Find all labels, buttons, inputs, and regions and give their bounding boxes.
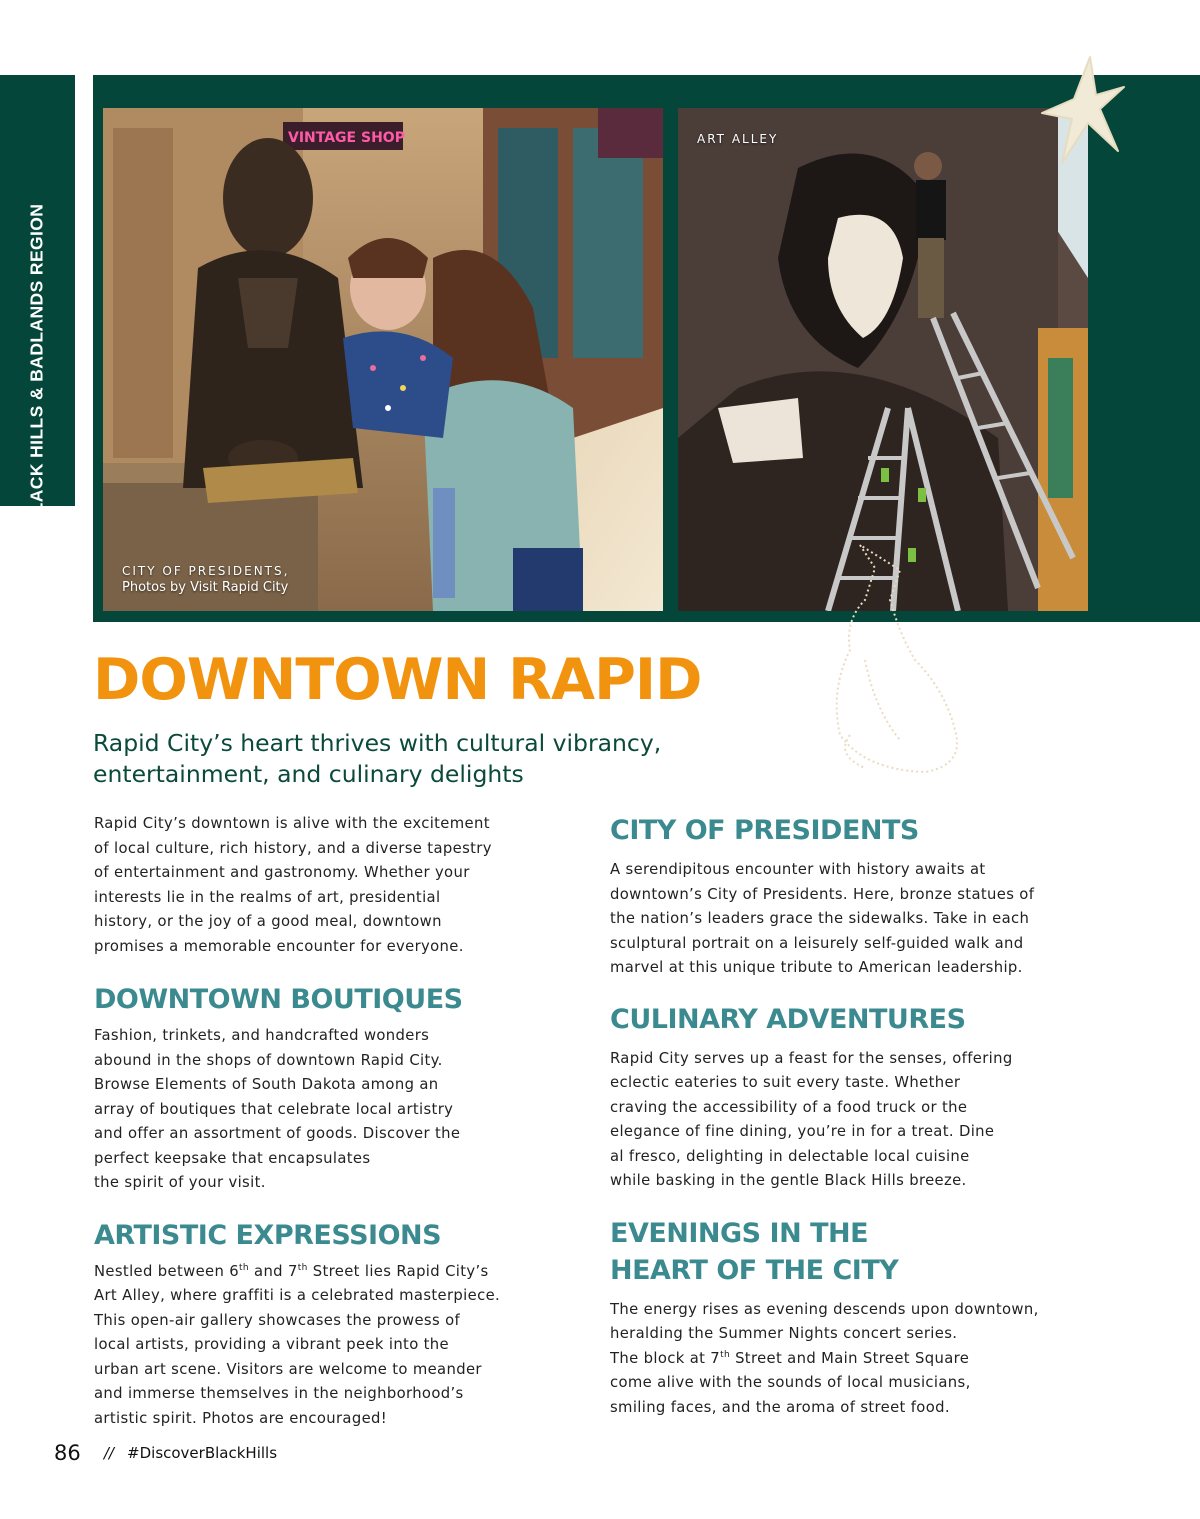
section-heading-presidents: CITY OF PRESIDENTS: [610, 815, 919, 846]
photo-credit-title: CITY OF PRESIDENTS,: [122, 564, 290, 578]
right-column: [610, 812, 1080, 1420]
howling-coyote-icon: [805, 540, 975, 780]
photo-credit-art-alley: ART ALLEY: [697, 132, 779, 146]
section-heading-evenings-line-2: HEART OF THE CITY: [610, 1254, 899, 1286]
page-number: 86: [54, 1441, 81, 1465]
footer-separator: //: [103, 1444, 114, 1462]
section-body-evenings: The energy rises as evening descends upon downtown, heralding the Summer Nights concert series. The block at 7th Street and Main Street Square come alive with the sounds of local musicians, smiling faces, and the aroma of street food.: [610, 1300, 1039, 1416]
left-column: [94, 812, 564, 1431]
section-heading-artistic: ARTISTIC EXPRESSIONS: [94, 1219, 442, 1251]
section-body-culinary: Rapid City serves up a feast for the senses, offering eclectic eateries to suit every taste. Whether craving the accessibility of a food truck or the elegance of fine dining, you’re in for a treat. Dine al fresco, delighting in delectable local cuisine while basking in the gentle Black Hills breeze.: [610, 1049, 1013, 1189]
photo-credit-source: Photos by Visit Rapid City: [122, 580, 289, 595]
intro-paragraph: Rapid City’s downtown is alive with the excitement of local culture, rich history, and a diverse tapestry of entertainment and gastronomy. Whether your interests lie in the realms of art, presidential history, or the joy of a good meal, downtown promises a memorable encounter for everyone.: [94, 815, 492, 955]
region-label: BLACK HILLS & BADLANDS REGION: [26, 203, 47, 527]
art-alley-photo: [678, 108, 1088, 611]
page-subtitle: Rapid City’s heart thrives with cultural vibrancy, entertainment, and culinary delights: [93, 729, 662, 788]
section-heading-evenings: [610, 1215, 1080, 1289]
shop-sign-text: VINTAGE SHOP: [288, 130, 405, 146]
city-of-presidents-photo: [103, 108, 663, 611]
page-title: DOWNTOWN RAPID: [93, 647, 702, 713]
section-body-presidents: A serendipitous encounter with history awaits at downtown’s City of Presidents. Here, bronze statues of the nation’s leaders grace the sidewalks. Take in each sculptural portrait on a leisurely self-guided walk and marvel at this unique tribute to American leadership.: [610, 861, 1035, 976]
section-heading-culinary: CULINARY ADVENTURES: [610, 1003, 966, 1035]
section-heading-evenings-line-1: EVENINGS IN THE: [610, 1217, 869, 1249]
star-doodle-icon: [1038, 55, 1128, 165]
section-body-boutiques: Fashion, trinkets, and handcrafted wonders abound in the shops of downtown Rapid City. Browse Elements of South Dakota among an array of boutiques that celebrate local artistry and offer an assortment of goods. Discover the perfect keepsake that encapsulates the spirit of your visit.: [94, 1027, 461, 1191]
section-heading-boutiques: DOWNTOWN BOUTIQUES: [94, 984, 463, 1015]
page-footer: [54, 1441, 277, 1465]
region-side-tab: [0, 75, 75, 527]
section-body-artistic: Nestled between 6th and 7th Street lies Rapid City’s Art Alley, where graffiti is a celebrated masterpiece. This open-air gallery showcases the prowess of local artists, providing a vibrant peek into the urban art scene. Visitors are welcome to meander and immerse themselves in the neighborhood’s artistic spirit. Photos are encouraged!: [94, 1262, 501, 1427]
footer-hashtag: #DiscoverBlackHills: [127, 1444, 278, 1462]
